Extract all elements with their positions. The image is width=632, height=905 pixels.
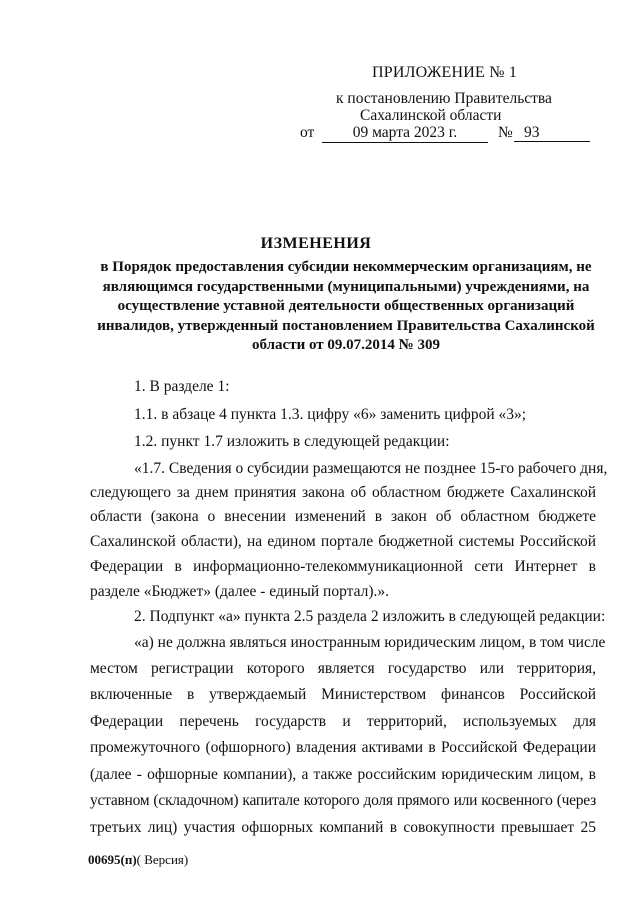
document-title: ИЗМЕНЕНИЯ [260,235,372,252]
body-line: местом регистрации которого является государство или территория, [90,660,596,677]
appendix-heading: ПРИЛОЖЕНИЕ № 1 [372,64,518,81]
decree-reference-line-2: Сахалинской области [360,107,502,124]
body-line: разделе «Бюджет» (далее - единый портал).». [90,583,390,600]
document-footer [88,852,188,868]
body-line: 1. В разделе 1: [134,378,230,395]
body-line: включенные в утверждаемый Министерством финансов Российской [90,686,596,703]
body-line: уставном (складочном) капитале которого доля прямого или косвенного (через [90,792,596,809]
subtitle-line: области от 09.07.2014 № 309 [252,337,440,353]
subtitle-line: инвалидов, утвержденный постановлением Правительства Сахалинской [97,317,595,334]
decree-date-row [300,124,600,146]
body-line: Федерации в информационно-телекоммуникационной сети Интернет в [90,558,596,575]
body-line: «а) не должна являться иностранным юридическим лицом, в том числе [134,634,606,651]
number-label: № [498,124,513,141]
decree-reference-line-1: к постановлению Правительства [336,90,552,107]
decree-number: 93 [514,124,590,142]
document-version: ( Версия) [136,852,189,867]
body-line: Федерации перечень государств и территорий, используемых для [90,713,596,730]
body-line: (далее - офшорные компании), а также российским юридическим лицом, в [90,766,596,783]
decree-date: 09 марта 2023 г. [322,124,488,143]
body-line: Сахалинской области), на едином портале бюджетной системы Российской [90,533,596,550]
body-line: промежуточного (офшорного) владения активами в Российской Федерации [90,739,596,756]
body-line: следующего за днем принятия закона об областном бюджете Сахалинской [90,484,596,501]
from-label: от [300,124,315,141]
body-line: третьих лиц) участия офшорных компаний в совокупности превышает 25 [90,819,596,836]
body-line: области (закона о внесении изменений в закон об областном бюджете [90,508,596,525]
subtitle-line: осуществление уставной деятельности общественных организаций [117,298,575,314]
body-line: 2. Подпункт «а» пункта 2.5 раздела 2 изложить в следующей редакции: [134,608,606,625]
document-code: 00695(п) [88,852,137,867]
body-line: 1.2. пункт 1.7 изложить в следующей редакции: [134,433,450,450]
subtitle-line: в Порядок предоставления субсидии некоммерческим организациям, не [100,259,592,275]
body-line: 1.1. в абзаце 4 пункта 1.3. цифру «6» заменить цифрой «3»; [134,406,527,423]
subtitle-line: являющимся государственными (муниципальными) учреждениями, на [102,278,590,295]
body-line: «1.7. Сведения о субсидии размещаются не позднее 15-го рабочего дня, [134,460,608,477]
document-subtitle [96,258,596,356]
